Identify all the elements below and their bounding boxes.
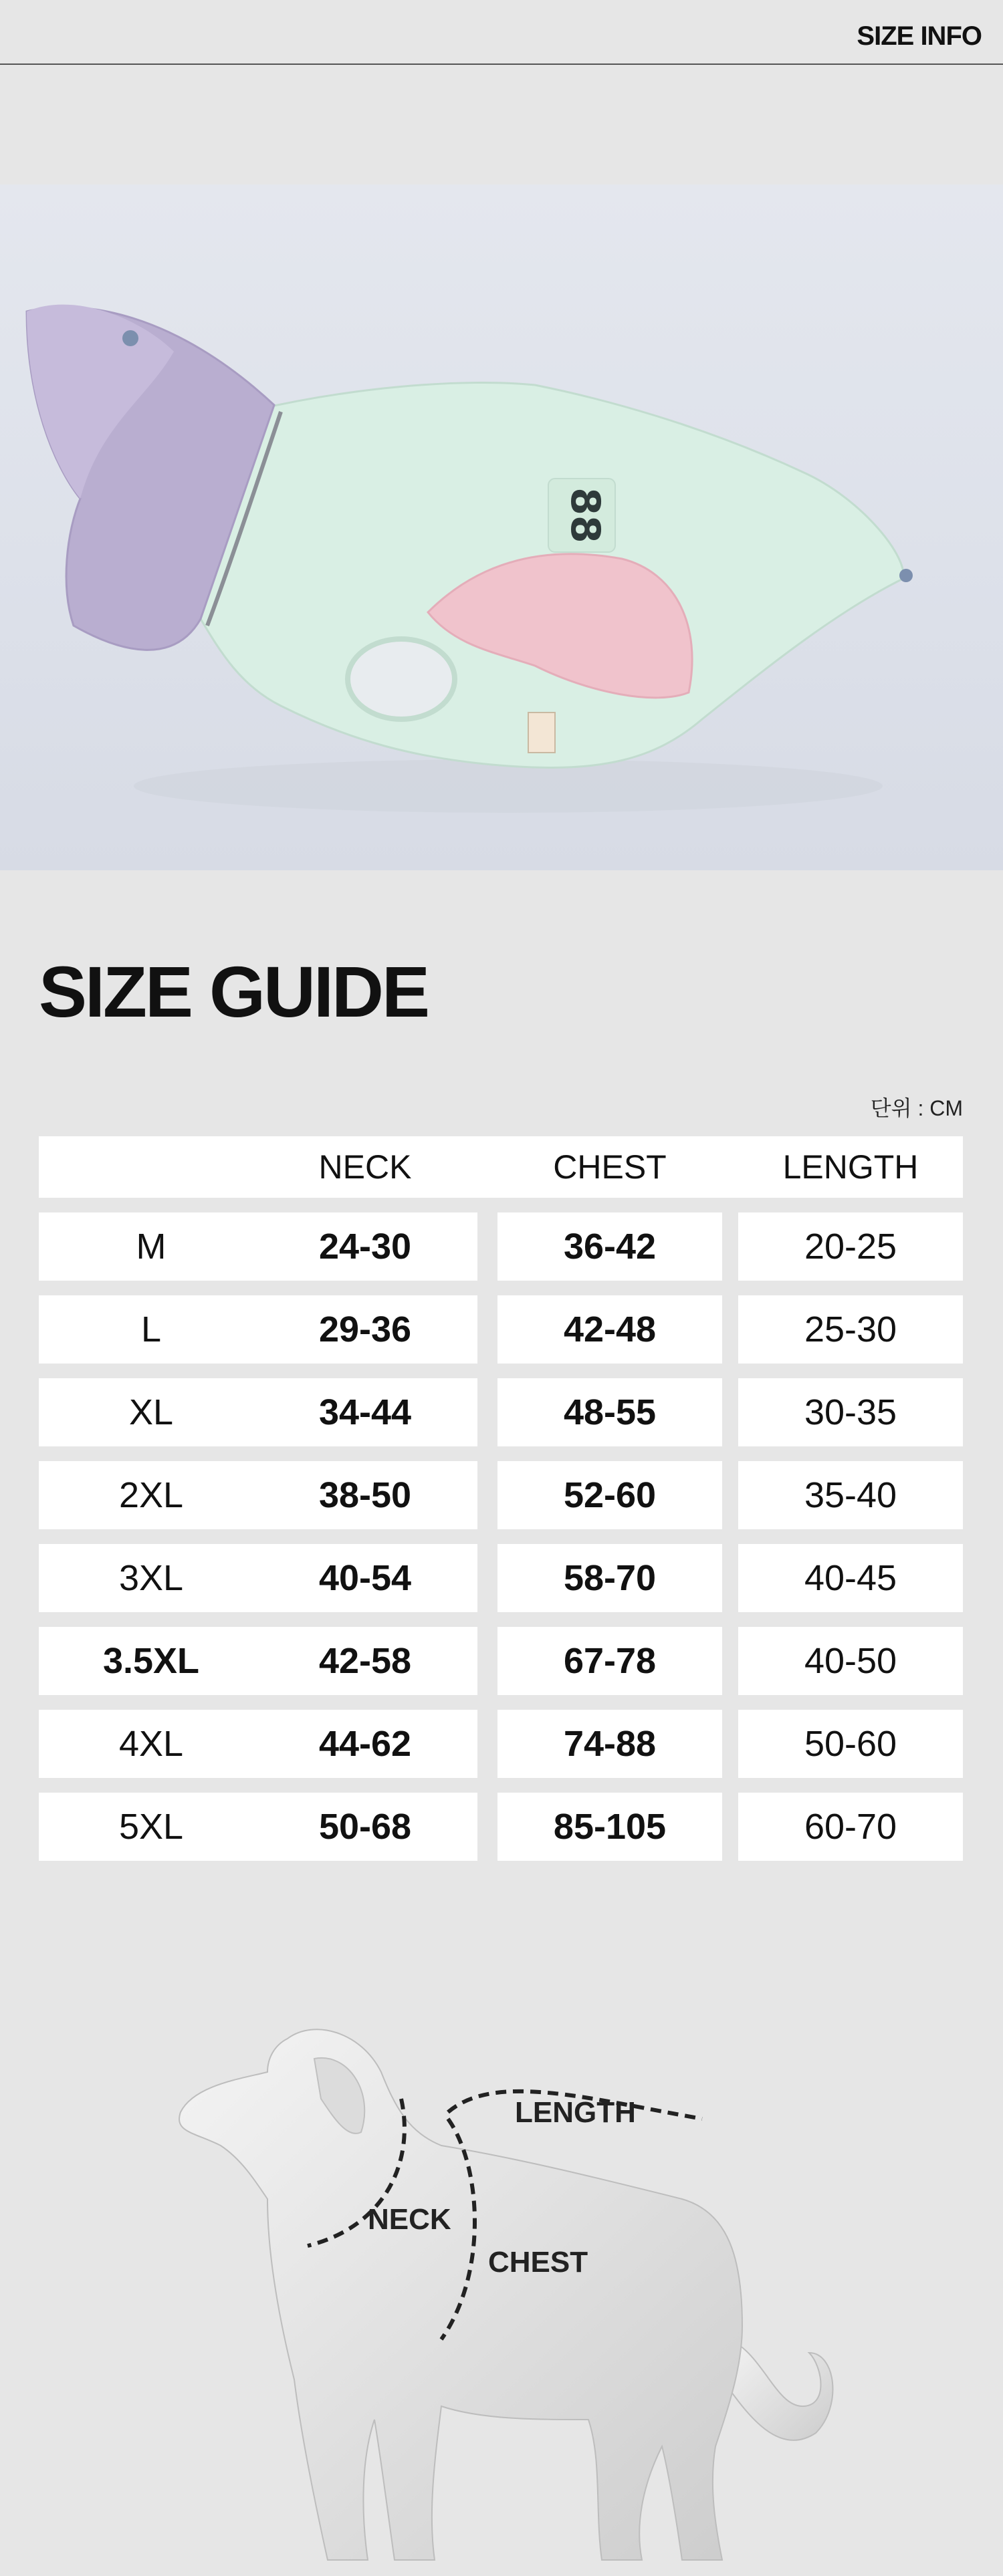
- table-cell-neck: 42-58: [253, 1627, 477, 1695]
- table-cell-chest: 48-55: [497, 1378, 722, 1446]
- table-cell-neck: 38-50: [253, 1461, 477, 1529]
- size-guide-title: SIZE GUIDE: [39, 951, 429, 1032]
- diagram-label-neck: NECK: [368, 2203, 451, 2236]
- table-cell-chest: 58-70: [497, 1544, 722, 1612]
- table-cell-length: 40-50: [738, 1627, 963, 1695]
- table-cell-chest: 85-105: [497, 1793, 722, 1861]
- table-cell-neck: 40-54: [253, 1544, 477, 1612]
- table-cell-chest: 74-88: [497, 1710, 722, 1778]
- table-cell-size: 2XL: [39, 1461, 263, 1529]
- table-header-row: [39, 1136, 963, 1198]
- table-cell-neck: 24-30: [253, 1212, 477, 1281]
- product-photo: [0, 184, 1003, 870]
- table-cell-size: L: [39, 1295, 263, 1364]
- table-cell-chest: 36-42: [497, 1212, 722, 1281]
- table-cell-length: 40-45: [738, 1544, 963, 1612]
- table-cell-length: 20-25: [738, 1212, 963, 1281]
- table-cell-length: 35-40: [738, 1461, 963, 1529]
- table-cell-neck: 29-36: [253, 1295, 477, 1364]
- header-title: SIZE INFO: [857, 21, 982, 51]
- column-header-chest: CHEST: [553, 1148, 667, 1186]
- table-cell-neck: 44-62: [253, 1710, 477, 1778]
- unit-label: 단위 : CM: [870, 1096, 963, 1120]
- table-cell-length: 30-35: [738, 1378, 963, 1446]
- table-cell-chest: 67-78: [497, 1627, 722, 1695]
- table-cell-length: 25-30: [738, 1295, 963, 1364]
- table-cell-chest: 52-60: [497, 1461, 722, 1529]
- page-header: [0, 0, 1003, 65]
- table-cell-size: 3XL: [39, 1544, 263, 1612]
- table-cell-neck: 34-44: [253, 1378, 477, 1446]
- table-cell-size: XL: [39, 1378, 263, 1446]
- table-cell-neck: 50-68: [253, 1793, 477, 1861]
- table-cell-size: 4XL: [39, 1710, 263, 1778]
- column-header-neck: NECK: [318, 1148, 412, 1186]
- dog-measurement-diagram: [0, 1978, 1003, 2576]
- table-cell-length: 50-60: [738, 1710, 963, 1778]
- table-cell-length: 60-70: [738, 1793, 963, 1861]
- table-cell-size: 3.5XL: [39, 1627, 263, 1695]
- svg-text:88: 88: [562, 487, 608, 543]
- table-cell-size: M: [39, 1212, 263, 1281]
- table-cell-chest: 42-48: [497, 1295, 722, 1364]
- column-header: [39, 1136, 263, 1198]
- raincoat-illustration: [0, 184, 1003, 870]
- diagram-label-chest: CHEST: [488, 2246, 588, 2279]
- table-cell-size: 5XL: [39, 1793, 263, 1861]
- column-header-length: LENGTH: [782, 1148, 919, 1186]
- diagram-label-length: LENGTH: [515, 2096, 636, 2129]
